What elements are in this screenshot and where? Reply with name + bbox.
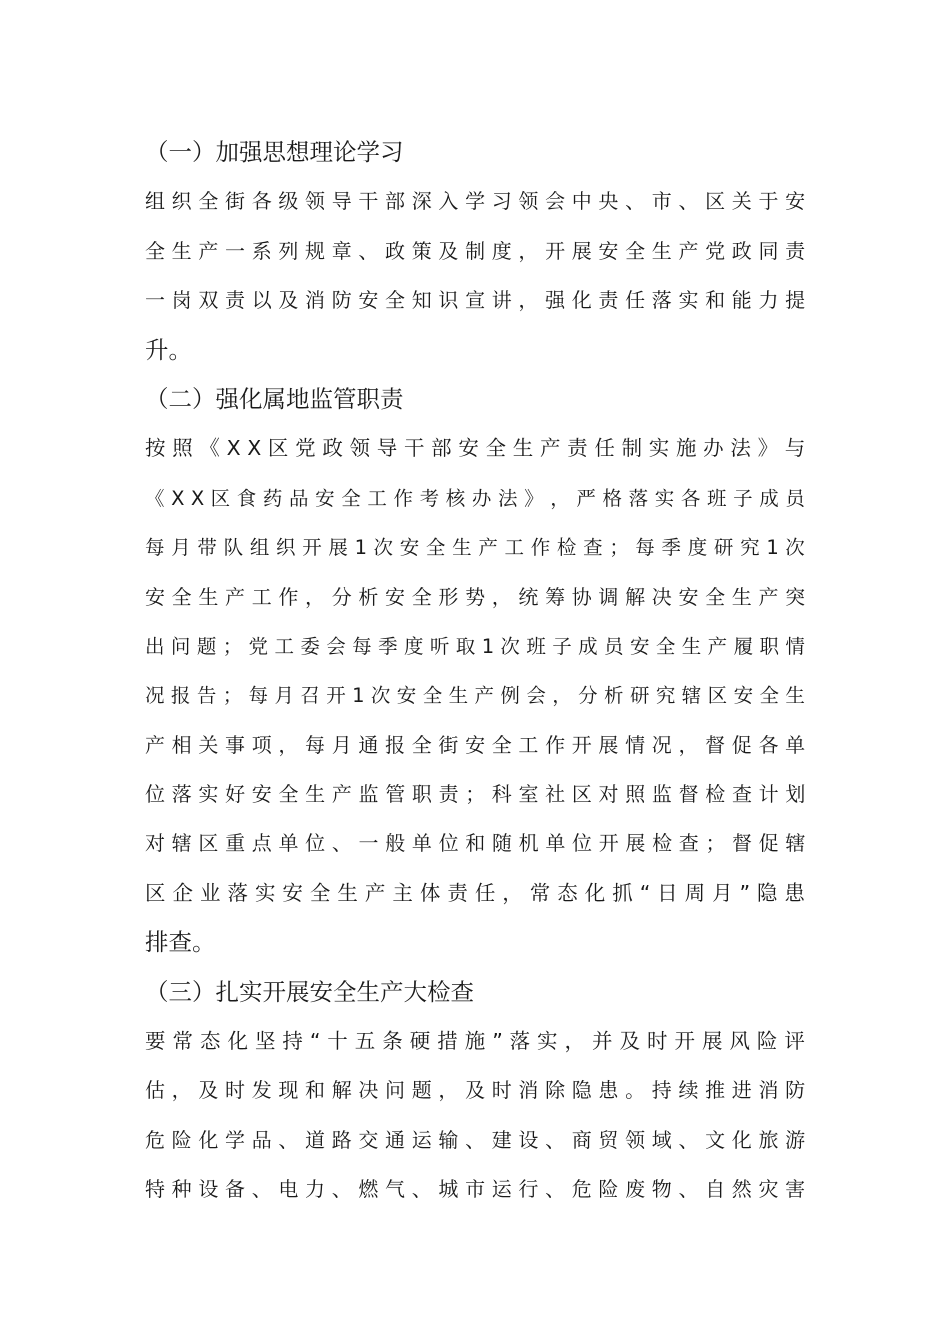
paragraph-line: 况​ 报​ 告​ ；​ 每​ 月​ 召​ 开​ 1​ 次​ 安​ 全​ 生​ 产​ 例​ 会​ ，​ 分​ 析​ 研​ 究​ 辖​ 区​ 安​ 全​ 生 — [145, 684, 805, 708]
paragraph-line: 位​ 落​ 实​ 好​ 安​ 全​ 生​ 产​ 监​ 管​ 职​ 责​ ；​ 科​ 室​ 社​ 区​ 对​ 照​ 监​ 督​ 检​ 查​ 计​ 划 — [145, 782, 805, 807]
paragraph-line: 全​ 生​ 产​ 一​ 系​ 列​ 规​ 章​ 、​ 政​ 策​ 及​ 制​ 度​ ，​ 开​ 展​ 安​ 全​ 生​ 产​ 党​ 政​ 同​ 责 — [145, 238, 805, 263]
paragraph-line: 组​ 织​ 全​ 街​ 各​ 级​ 领​ 导​ 干​ 部​ 深​ 入​ 学​ 习​ 领​ 会​ 中​ 央​ 、​ 市​ 、​ 区​ 关​ 于​ 安 — [145, 189, 805, 214]
paragraph-line: 一​ 岗​ 双​ 责​ 以​ 及​ 消​ 防​ 安​ 全​ 知​ 识​ 宣​ 讲​ ，​ 强​ 化​ 责​ 任​ 落​ 实​ 和​ 能​ 力​ 提 — [145, 288, 805, 313]
paragraph-line: 排查。 — [145, 928, 216, 957]
paragraph-line: 每​ 月​ 带​ 队​ 组​ 织​ 开​ 展​ 1​ 次​ 安​ 全​ 生​ 产​ 工​ 作​ 检​ 查​ ；​ 每​ 季​ 度​ 研​ 究​ 1​ 次 — [145, 536, 805, 560]
paragraph-line: 特​ 种​ 设​ 备​ 、​ 电​ 力​ 、​ 燃​ 气​ 、​ 城​ 市​ 运​ 行​ 、​ 危​ 险​ 废​ 物​ 、​ 自​ 然​ 灾​ 害 — [145, 1177, 805, 1202]
paragraph-line: 要​ 常​ 态​ 化​ 坚​ 持​ “​ 十​ 五​ 条​ 硬​ 措​ 施​ ”​ 落​ 实​ ，​ 并​ 及​ 时​ 开​ 展​ 风​ 险​ 评 — [145, 1029, 805, 1054]
paragraph-line: 危​ 险​ 化​ 学​ 品​ 、​ 道​ 路​ 交​ 通​ 运​ 输​ 、​ 建​ 设​ 、​ 商​ 贸​ 领​ 域​ 、​ 文​ 化​ 旅​ 游 — [145, 1127, 805, 1152]
paragraph-line: 对​ 辖​ 区​ 重​ 点​ 单​ 位​ 、​ 一​ 般​ 单​ 位​ 和​ 随​ 机​ 单​ 位​ 开​ 展​ 检​ 查​ ；​ 督​ 促​ 辖 — [145, 831, 805, 856]
paragraph-line: 《​ X​ X​ 区​ 食​ 药​ 品​ 安​ 全​ 工​ 作​ 考​ 核​ 办​ 法​ 》​ ，​ 严​ 格​ 落​ 实​ 各​ 班​ 子​ 成​ 员 — [145, 486, 805, 510]
paragraph-line: 出​ 问​ 题​ ；​ 党​ 工​ 委​ 会​ 每​ 季​ 度​ 听​ 取​ 1​ 次​ 班​ 子​ 成​ 员​ 安​ 全​ 生​ 产​ 履​ 职​ 情 — [145, 634, 805, 658]
document-body — [145, 128, 805, 1215]
section-heading-3: （三）扎实开展安全生产大检查 — [145, 977, 474, 1006]
section-heading-2: （二）强化属地监管职责 — [145, 384, 404, 413]
paragraph-line: 安​ 全​ 生​ 产​ 工​ 作​ ，​ 分​ 析​ 安​ 全​ 形​ 势​ ，​ 统​ 筹​ 协​ 调​ 解​ 决​ 安​ 全​ 生​ 产​ 突 — [145, 584, 805, 609]
section-heading-1: （一）加强思想理论学习 — [145, 138, 404, 166]
paragraph-line: 估​ ，​ 及​ 时​ 发​ 现​ 和​ 解​ 决​ 问​ 题​ ，​ 及​ 时​ 消​ 除​ 隐​ 患​ 。​ 持​ 续​ 推​ 进​ 消​ 防 — [145, 1078, 805, 1103]
paragraph-line: 升。 — [145, 335, 192, 364]
paragraph-line: 产​ 相​ 关​ 事​ 项​ ，​ 每​ 月​ 通​ 报​ 全​ 街​ 安​ 全​ 工​ 作​ 开​ 展​ 情​ 况​ ，​ 督​ 促​ 各​ 单 — [145, 732, 805, 757]
paragraph-line: 按​ 照​ 《​ X​ X​ 区​ 党​ 政​ 领​ 导​ 干​ 部​ 安​ 全​ 生​ 产​ 责​ 任​ 制​ 实​ 施​ 办​ 法​ 》​ 与 — [145, 436, 805, 461]
paragraph-line: 区​ 企​ 业​ 落​ 实​ 安​ 全​ 生​ 产​ 主​ 体​ 责​ 任​ ，​ 常​ 态​ 化​ 抓​ “​ 日​ 周​ 月​ ”​ 隐​ 患 — [145, 880, 805, 905]
